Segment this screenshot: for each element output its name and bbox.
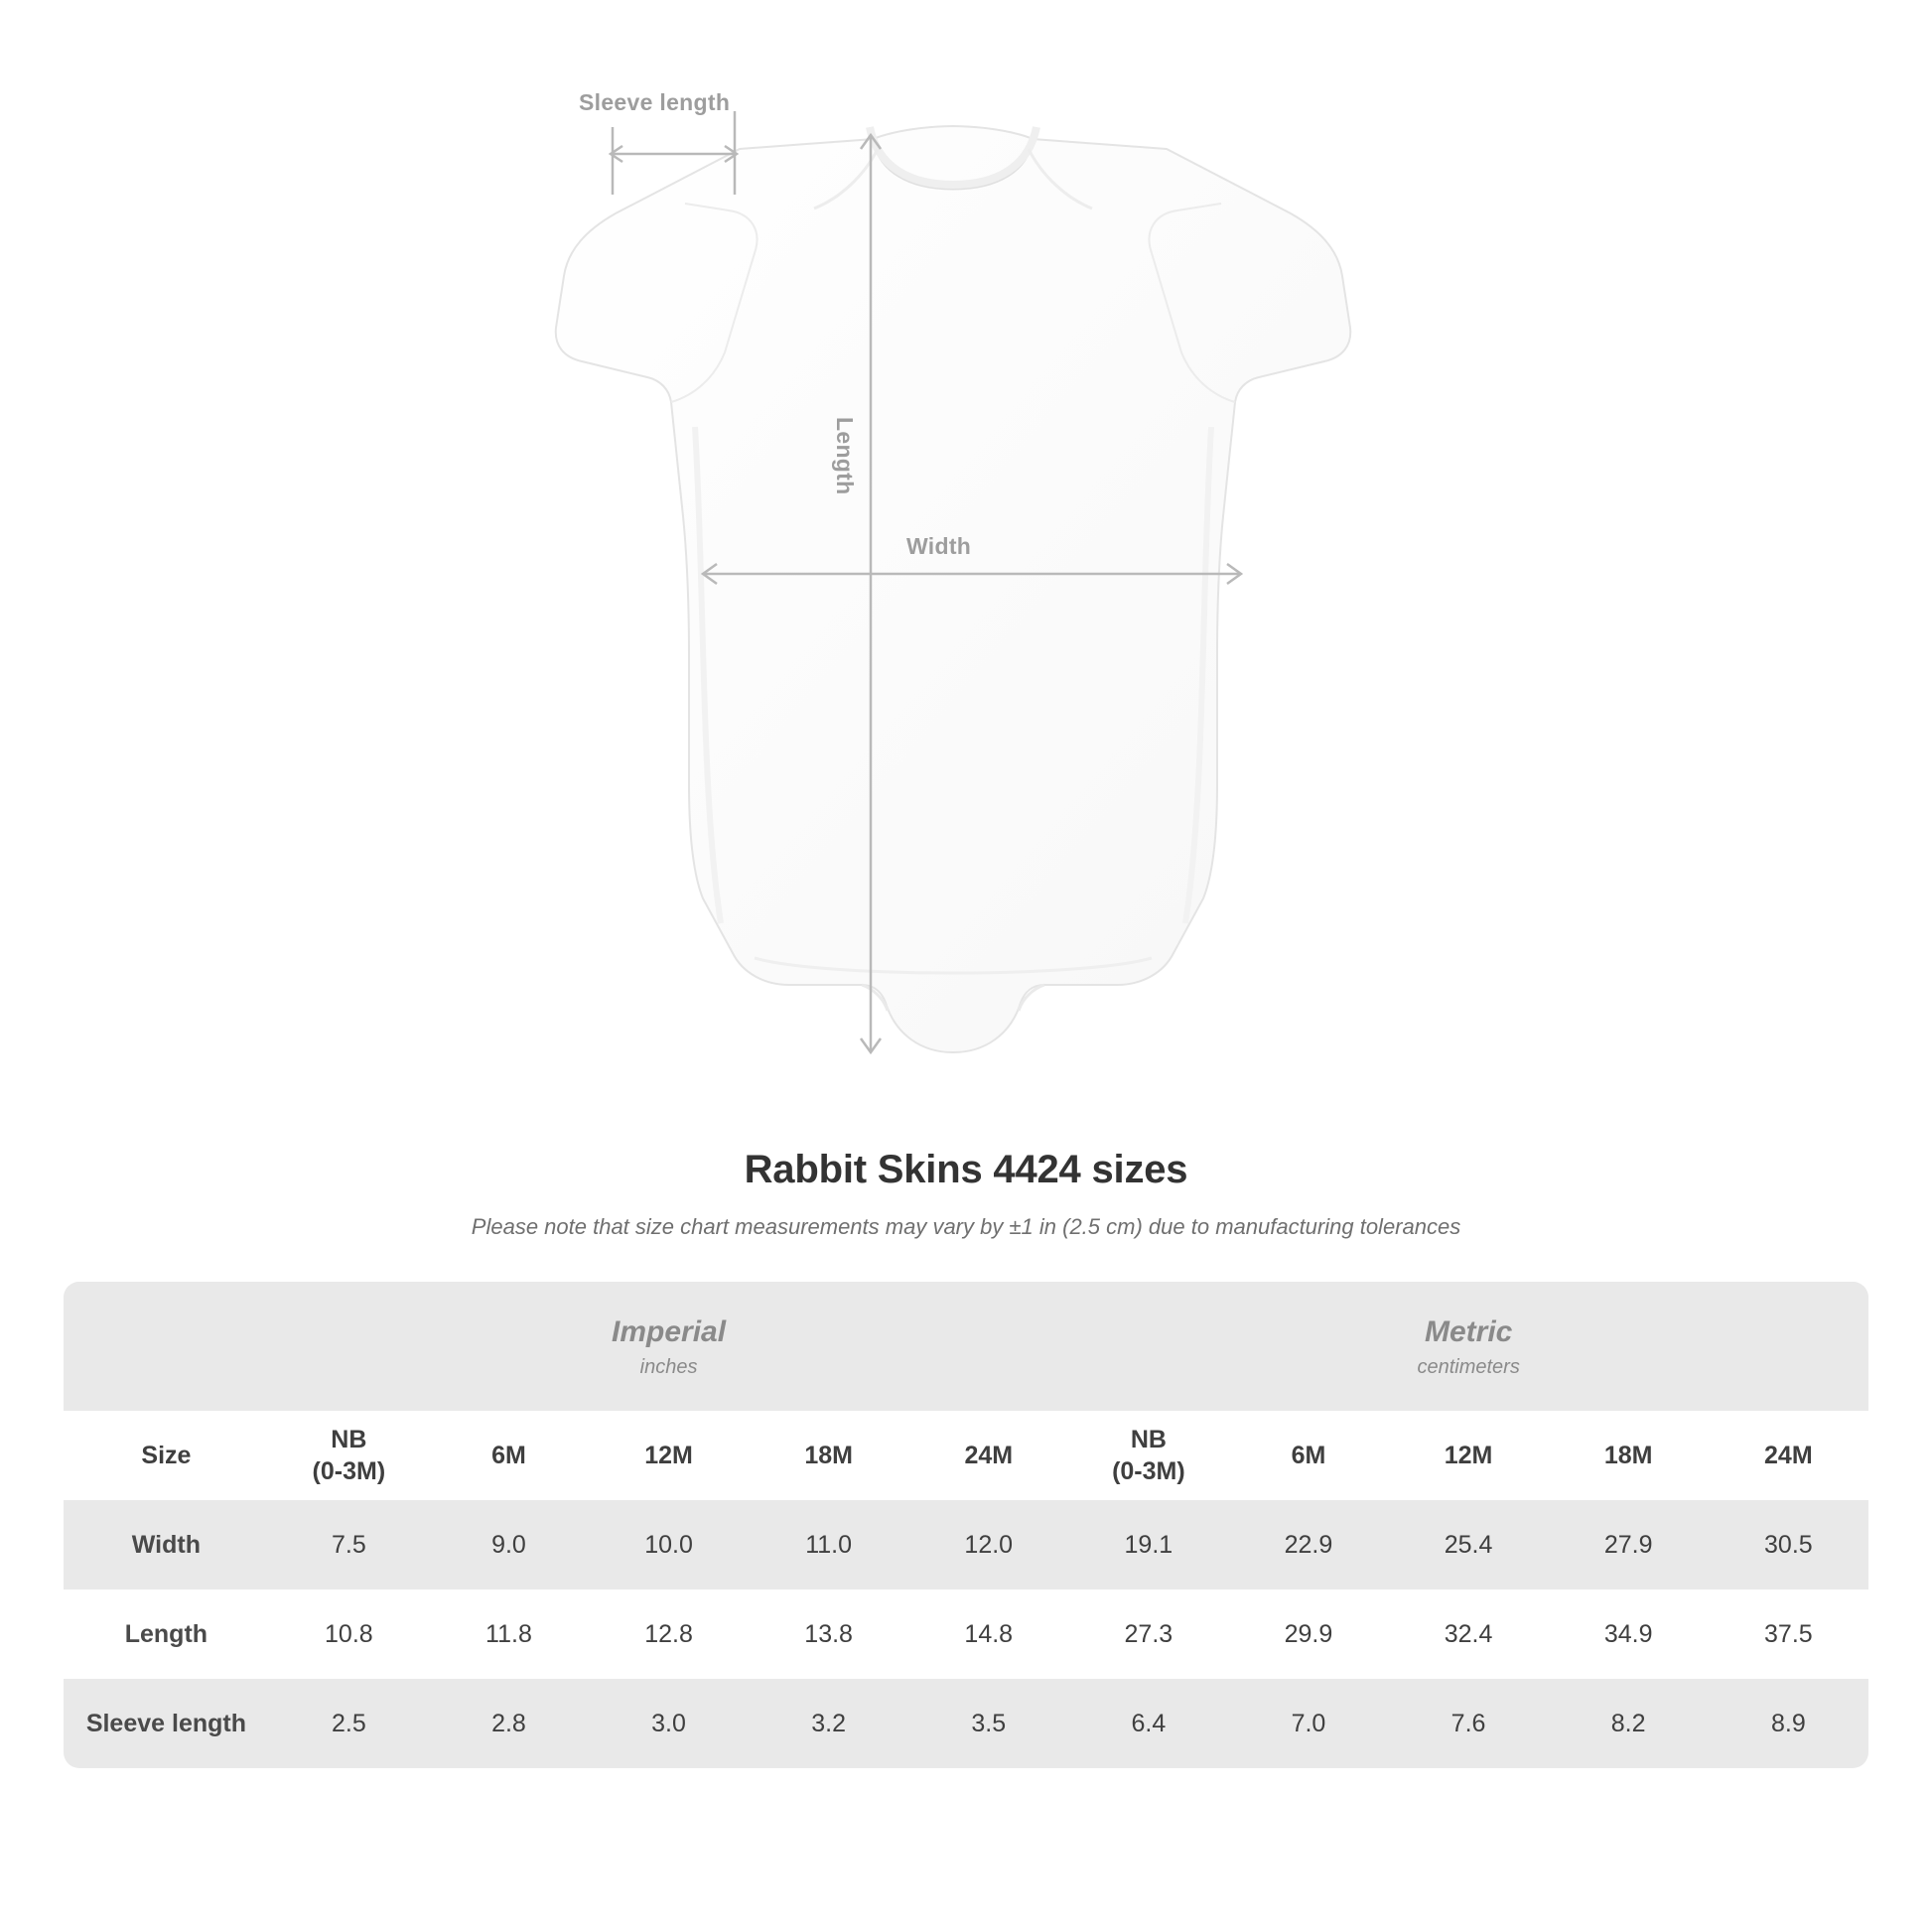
cell-width-imperial-18m: 11.0 bbox=[749, 1500, 908, 1589]
cell-length-imperial-nb: 10.8 bbox=[269, 1589, 429, 1679]
cell-sleeve-metric-18m: 8.2 bbox=[1549, 1679, 1709, 1768]
cell-width-metric-6m: 22.9 bbox=[1228, 1500, 1388, 1589]
sleeve-length-label: Sleeve length bbox=[579, 89, 731, 115]
unit-group-imperial bbox=[269, 1282, 1069, 1411]
unit-group-imperial-sub: inches bbox=[639, 1355, 698, 1378]
table-row bbox=[64, 1589, 1868, 1679]
column-header-imperial-nb bbox=[269, 1411, 429, 1500]
column-header-imperial-6m: 6M bbox=[429, 1411, 589, 1500]
cell-width-metric-12m: 25.4 bbox=[1389, 1500, 1549, 1589]
cell-sleeve-imperial-12m: 3.0 bbox=[589, 1679, 749, 1768]
cell-width-imperial-24m: 12.0 bbox=[908, 1500, 1068, 1589]
title-block bbox=[0, 1148, 1932, 1240]
cell-length-imperial-6m: 11.8 bbox=[429, 1589, 589, 1679]
unit-group-imperial-name: Imperial bbox=[612, 1314, 727, 1348]
cell-width-imperial-nb: 7.5 bbox=[269, 1500, 429, 1589]
row-label-length: Length bbox=[64, 1589, 269, 1679]
column-header-metric-12m: 12M bbox=[1389, 1411, 1549, 1500]
cell-width-metric-nb: 19.1 bbox=[1068, 1500, 1228, 1589]
cell-length-metric-18m: 34.9 bbox=[1549, 1589, 1709, 1679]
cell-length-metric-nb: 27.3 bbox=[1068, 1589, 1228, 1679]
unit-header-row bbox=[64, 1282, 1868, 1411]
column-header-metric-nb-line1: NB bbox=[1130, 1425, 1167, 1453]
column-header-imperial-24m: 24M bbox=[908, 1411, 1068, 1500]
size-table bbox=[64, 1282, 1868, 1768]
width-label: Width bbox=[906, 533, 972, 559]
column-header-metric-24m: 24M bbox=[1709, 1411, 1868, 1500]
cell-length-metric-6m: 29.9 bbox=[1228, 1589, 1388, 1679]
column-header-imperial-nb-line2: (0-3M) bbox=[312, 1457, 386, 1485]
cell-sleeve-imperial-6m: 2.8 bbox=[429, 1679, 589, 1768]
cell-length-imperial-12m: 12.8 bbox=[589, 1589, 749, 1679]
unit-group-metric bbox=[1068, 1282, 1868, 1411]
unit-group-metric-name: Metric bbox=[1424, 1314, 1513, 1348]
unit-group-metric-sub: centimeters bbox=[1417, 1355, 1520, 1378]
cell-sleeve-imperial-18m: 3.2 bbox=[749, 1679, 908, 1768]
unit-header-spacer bbox=[64, 1282, 269, 1411]
row-label-width: Width bbox=[64, 1500, 269, 1589]
column-header-row bbox=[64, 1411, 1868, 1500]
cell-sleeve-metric-12m: 7.6 bbox=[1389, 1679, 1549, 1768]
column-header-imperial-nb-line1: NB bbox=[331, 1425, 367, 1453]
cell-sleeve-imperial-nb: 2.5 bbox=[269, 1679, 429, 1768]
row-label-sleeve-length: Sleeve length bbox=[64, 1679, 269, 1768]
length-label: Length bbox=[832, 417, 858, 495]
column-header-metric-nb bbox=[1068, 1411, 1228, 1500]
cell-width-imperial-6m: 9.0 bbox=[429, 1500, 589, 1589]
cell-length-metric-12m: 32.4 bbox=[1389, 1589, 1549, 1679]
page-title: Rabbit Skins 4424 sizes bbox=[744, 1148, 1188, 1191]
cell-width-metric-18m: 27.9 bbox=[1549, 1500, 1709, 1589]
column-header-metric-6m: 6M bbox=[1228, 1411, 1388, 1500]
cell-sleeve-metric-nb: 6.4 bbox=[1068, 1679, 1228, 1768]
cell-length-imperial-18m: 13.8 bbox=[749, 1589, 908, 1679]
size-table-wrap bbox=[64, 1282, 1868, 1768]
bodysuit-shape bbox=[556, 126, 1351, 1052]
cell-sleeve-imperial-24m: 3.5 bbox=[908, 1679, 1068, 1768]
column-header-imperial-12m: 12M bbox=[589, 1411, 749, 1500]
table-row bbox=[64, 1500, 1868, 1589]
column-header-imperial-18m: 18M bbox=[749, 1411, 908, 1500]
column-header-metric-nb-line2: (0-3M) bbox=[1112, 1457, 1185, 1485]
corner-label: Size bbox=[64, 1411, 269, 1500]
column-header-metric-18m: 18M bbox=[1549, 1411, 1709, 1500]
table-row bbox=[64, 1679, 1868, 1768]
cell-width-metric-24m: 30.5 bbox=[1709, 1500, 1868, 1589]
cell-length-imperial-24m: 14.8 bbox=[908, 1589, 1068, 1679]
cell-sleeve-metric-24m: 8.9 bbox=[1709, 1679, 1868, 1768]
cell-width-imperial-12m: 10.0 bbox=[589, 1500, 749, 1589]
cell-length-metric-24m: 37.5 bbox=[1709, 1589, 1868, 1679]
tolerance-note: Please note that size chart measurements may vary by ±1 in (2.5 cm) due to manufacturing tolerances bbox=[471, 1214, 1461, 1239]
cell-sleeve-metric-6m: 7.0 bbox=[1228, 1679, 1388, 1768]
